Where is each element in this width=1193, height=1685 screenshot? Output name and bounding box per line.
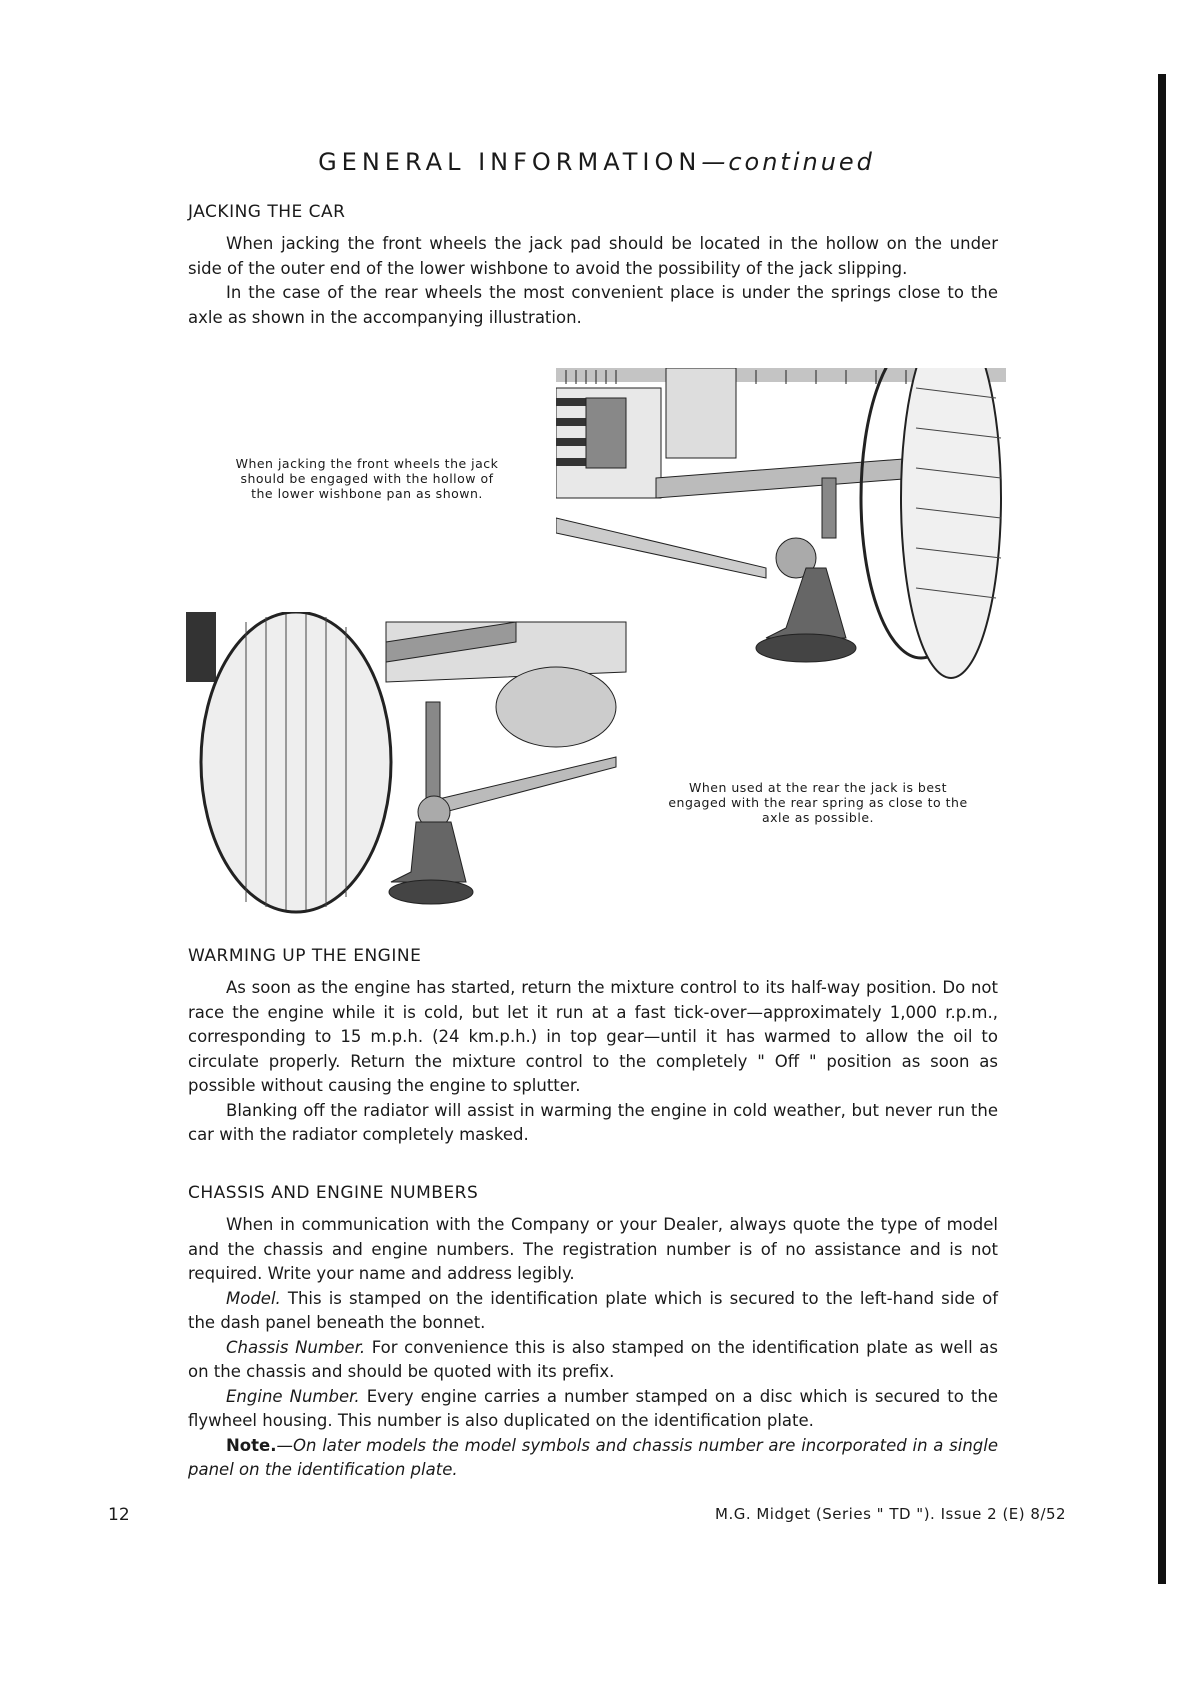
- jacking-text: [188, 232, 998, 330]
- chassis-text: [188, 1213, 998, 1483]
- engine-number-paragraph: [188, 1385, 998, 1434]
- engine-number-text: Every engine carries a number stamped on a disc which is secured to the flywheel housing. This number is also duplicated on the identification plate.: [188, 1386, 998, 1430]
- section-heading-jacking: JACKING THE CAR: [188, 202, 346, 222]
- engine-number-label: Engine Number.: [226, 1386, 360, 1406]
- chassis-number-label: Chassis Number.: [226, 1337, 366, 1357]
- warming-text: [188, 976, 998, 1148]
- section-heading-chassis: CHASSIS AND ENGINE NUMBERS: [188, 1183, 479, 1203]
- rear-jack-illustration: [186, 612, 632, 918]
- footer-reference: M.G. Midget (Series " TD "). Issue 2 (E) 8/52: [715, 1505, 1067, 1523]
- model-paragraph: [188, 1287, 998, 1336]
- page-number: 12: [108, 1505, 130, 1525]
- section-heading-warming: WARMING UP THE ENGINE: [188, 946, 422, 966]
- jacking-paragraph-1: When jacking the front wheels the jack pad should be located in the hollow on the under side of the outer end of the lower wishbone to avoid the possibility of the jack slipping.: [188, 234, 998, 278]
- chassis-number-paragraph: [188, 1336, 998, 1385]
- front-jack-caption: When jacking the front wheels the jack should be engaged with the hollow of the lower wishbone pan as shown.: [235, 456, 499, 501]
- jacking-paragraph-2: In the case of the rear wheels the most convenient place is under the springs close to the axle as shown in the accompanying illustration.: [188, 283, 998, 327]
- chassis-number-text: For convenience this is also stamped on the identification plate as well as on the chassis and should be quoted with its prefix.: [188, 1337, 998, 1381]
- note-text: —On later models the model symbols and chassis number are incorporated in a single panel on the identification plate.: [188, 1435, 998, 1479]
- chassis-paragraph-1: When in communication with the Company or your Dealer, always quote the type of model and the chassis and engine numbers. The registration number is of no assistance and is not required. Write your name and address legibly.: [188, 1215, 998, 1283]
- model-text: This is stamped on the identification plate which is secured to the left-hand side of the dash panel beneath the bonnet.: [188, 1288, 998, 1332]
- warming-paragraph-1: As soon as the engine has started, return the mixture control to its half-way position. Do not race the engine while it is cold, but let it run at a fast tick-over—approximately 1,000 r.p.m., corresponding to 15 m.p.h. (24 km.p.h.) in top gear—until it has warmed to allow the oil to circulate properly. Return the mixture control to the completely " Off " position as soon as possible without causing the engine to splutter.: [188, 978, 998, 1095]
- page-title: [0, 148, 1193, 176]
- model-label: Model.: [226, 1288, 281, 1308]
- note-paragraph: [188, 1434, 998, 1483]
- rear-jack-caption: When used at the rear the jack is best engaged with the rear spring as close to the axle as possible.: [668, 780, 968, 825]
- note-label: Note.: [226, 1435, 277, 1455]
- page-title-main: GENERAL INFORMATION: [318, 148, 702, 176]
- page-edge-bar: [1158, 74, 1166, 1584]
- warming-paragraph-2: Blanking off the radiator will assist in warming the engine in cold weather, but never run the car with the radiator completely masked.: [188, 1100, 998, 1144]
- page-title-continued: —continued: [701, 148, 875, 176]
